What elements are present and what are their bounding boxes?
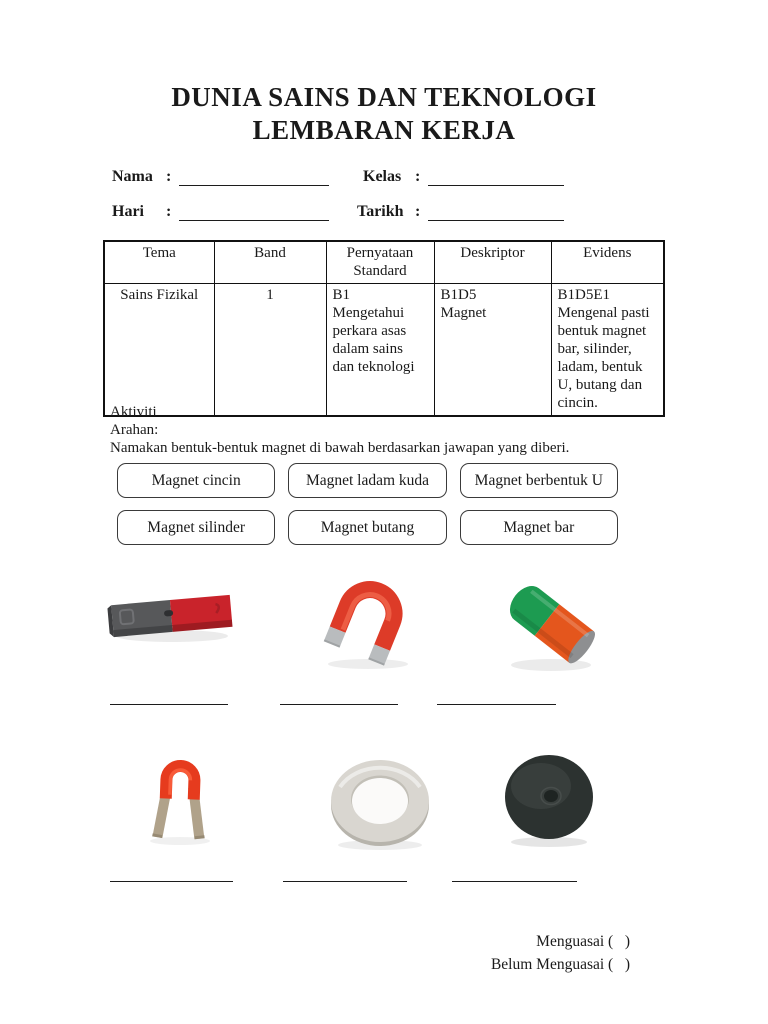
- answer-options: [117, 463, 618, 545]
- activity-subheading: Arahan:: [110, 422, 159, 438]
- table-header-row: [104, 241, 664, 284]
- standards-table: [103, 240, 665, 417]
- horseshoe-magnet-image: [310, 566, 425, 676]
- button-magnet-image: [497, 750, 602, 850]
- cell-deskriptor: [434, 284, 551, 417]
- tarikh-label: Tarikh: [357, 203, 404, 220]
- belum-menguasai-brackets[interactable]: ( ): [608, 956, 630, 973]
- title-line-1: DUNIA SAINS DAN TEKNOLOGI: [171, 82, 597, 112]
- answer-line-5[interactable]: [283, 881, 407, 882]
- cell-band: 1: [214, 284, 326, 417]
- answer-line-2[interactable]: [280, 704, 398, 705]
- option-magnet-silinder[interactable]: Magnet silinder: [117, 510, 275, 545]
- menguasai-line: [330, 930, 630, 953]
- nama-field: [112, 166, 329, 186]
- col-header-pernyataan-standard: Pernyataan Standard: [326, 241, 434, 284]
- cell-evidens: [551, 284, 664, 417]
- tarikh-field: [357, 201, 564, 221]
- button-magnet-icon: [497, 750, 602, 850]
- nama-blank-line[interactable]: [179, 169, 329, 186]
- pernyataan-text: Mengetahui perkara asas dalam sains dan teknologi: [332, 305, 415, 375]
- pernyataan-code: B1: [332, 287, 351, 303]
- col-header-band: Band: [214, 241, 326, 284]
- bar-magnet-icon: [104, 570, 239, 658]
- option-magnet-ladam-kuda[interactable]: Magnet ladam kuda: [288, 463, 446, 498]
- nama-colon: :: [166, 168, 172, 185]
- answer-line-6[interactable]: [452, 881, 577, 882]
- hari-blank-line[interactable]: [179, 204, 329, 221]
- activity-section: [110, 403, 670, 457]
- menguasai-brackets[interactable]: ( ): [608, 933, 630, 950]
- cell-pernyataan: [326, 284, 434, 417]
- activity-instruction: Namakan bentuk-bentuk magnet di bawah berdasarkan jawapan yang diberi.: [110, 440, 570, 456]
- hari-colon: :: [166, 203, 172, 220]
- hari-label: Hari: [112, 203, 144, 220]
- page-title: [0, 81, 768, 147]
- belum-menguasai-label: Belum Menguasai: [490, 956, 605, 973]
- tarikh-blank-line[interactable]: [428, 204, 564, 221]
- kelas-field: [363, 166, 564, 186]
- tarikh-colon: :: [415, 203, 421, 220]
- deskriptor-code: B1D5: [440, 287, 477, 303]
- deskriptor-text: Magnet: [440, 305, 487, 321]
- answer-line-3[interactable]: [437, 704, 556, 705]
- ring-magnet-image: [320, 755, 440, 855]
- kelas-label: Kelas: [363, 168, 402, 185]
- nama-label: Nama: [112, 168, 153, 185]
- kelas-colon: :: [415, 168, 421, 185]
- answer-line-1[interactable]: [110, 704, 228, 705]
- evidens-text: Mengenal pasti bentuk magnet bar, silinder, ladam, bentuk U, butang dan cincin.: [557, 305, 650, 411]
- hari-field: [112, 201, 329, 221]
- option-magnet-bar[interactable]: Magnet bar: [460, 510, 618, 545]
- cylinder-magnet-image: [487, 563, 607, 678]
- table-row: [104, 284, 664, 417]
- evidens-code: B1D5E1: [557, 287, 610, 303]
- kelas-blank-line[interactable]: [428, 169, 564, 186]
- bar-magnet-image: [104, 570, 239, 658]
- col-header-deskriptor: Deskriptor: [434, 241, 551, 284]
- option-magnet-berbentuk-u[interactable]: Magnet berbentuk U: [460, 463, 618, 498]
- u-shaped-magnet-image: [130, 735, 230, 850]
- activity-heading: Aktiviti: [110, 404, 157, 420]
- option-magnet-butang[interactable]: Magnet butang: [288, 510, 446, 545]
- cylinder-magnet-icon: [487, 563, 607, 678]
- col-header-evidens: Evidens: [551, 241, 664, 284]
- u-shaped-magnet-icon: [130, 735, 230, 850]
- mastery-footer: [330, 930, 630, 976]
- ring-magnet-icon: [320, 755, 440, 855]
- belum-menguasai-line: [330, 953, 630, 976]
- title-line-2: LEMBARAN KERJA: [252, 115, 516, 145]
- col-header-tema: Tema: [104, 241, 214, 284]
- horseshoe-magnet-icon: [310, 566, 425, 676]
- cell-tema: Sains Fizikal: [104, 284, 214, 417]
- option-magnet-cincin[interactable]: Magnet cincin: [117, 463, 275, 498]
- answer-line-4[interactable]: [110, 881, 233, 882]
- menguasai-label: Menguasai: [536, 933, 605, 950]
